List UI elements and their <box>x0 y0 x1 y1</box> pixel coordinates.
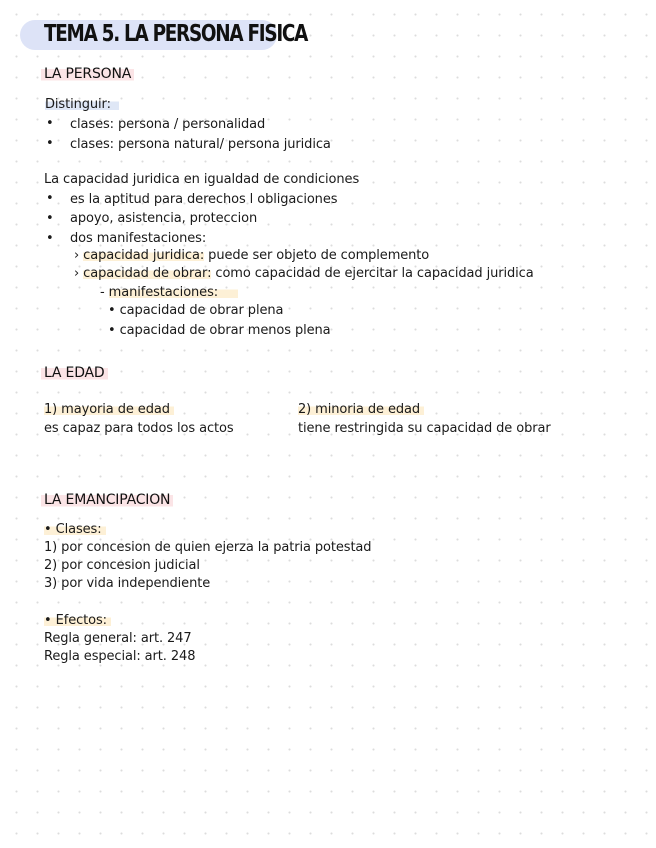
efectos-label-text: • Efectos: <box>44 613 111 628</box>
manif2-text: como capacidad de ejercitar la capacidad juridica <box>215 266 534 281</box>
bullet-dot: • <box>46 136 54 151</box>
heading-text: LA EMANCIPACION <box>41 492 173 508</box>
edad-col1-text: es capaz para todos los actos <box>44 421 234 436</box>
clases-label <box>44 522 106 537</box>
section-heading-emancipacion <box>44 492 173 508</box>
efecto-item-2: Regla especial: art. 248 <box>44 649 196 664</box>
manif1-label: capacidad juridica: <box>83 248 205 263</box>
page-title-banner <box>20 20 308 50</box>
sub-label: manifestaciones: <box>109 285 238 300</box>
page-title: TEMA 5. LA PERSONA FISICA <box>44 21 308 47</box>
efecto-item-1: Regla general: art. 247 <box>44 631 192 646</box>
clase-item-1: 1) por concesion de quien ejerza la patria potestad <box>44 540 372 555</box>
heading-text: LA PERSONA <box>41 66 134 82</box>
bullet-dot: • <box>46 231 54 246</box>
heading-text: LA EDAD <box>41 365 108 381</box>
manifestacion-juridica <box>74 248 429 263</box>
arrow-icon: › <box>74 248 80 263</box>
sub-manifestaciones <box>100 285 238 300</box>
capacidad-title: La capacidad juridica en igualdad de condiciones <box>44 172 360 187</box>
arrow-icon: › <box>74 266 80 281</box>
bullet-dot: • <box>46 211 54 226</box>
clases-label-word: Clases: <box>55 522 102 537</box>
col1-title-text: 1) mayoria de edad <box>44 402 174 417</box>
dash-icon: - <box>100 285 105 300</box>
manif2-label: capacidad de obrar: <box>83 266 212 281</box>
sub-item-text: capacidad de obrar plena <box>119 303 284 318</box>
bullet-dot: • <box>46 116 54 131</box>
manif1-text: puede ser objeto de complemento <box>208 248 430 263</box>
bullet-dot: • <box>46 191 54 206</box>
edad-col1-title <box>44 402 174 417</box>
distinguir-label <box>45 97 119 112</box>
list-item-clase-2: clases: persona natural/ persona juridica <box>70 137 331 152</box>
list-item-capacidad-1: es la aptitud para derechos l obligaciones <box>70 192 338 207</box>
manifestacion-obrar <box>74 266 534 281</box>
bullet-dot: • <box>108 303 116 318</box>
sub-item-text: capacidad de obrar menos plena <box>119 323 331 338</box>
section-heading-edad <box>44 365 108 381</box>
edad-col2-title <box>298 402 424 417</box>
edad-col2-text: tiene restringida su capacidad de obrar <box>298 421 551 436</box>
clase-item-3: 3) por vida independiente <box>44 576 211 591</box>
distinguir-text: Distinguir: <box>45 97 119 112</box>
col2-title-text: 2) minoria de edad <box>298 402 424 417</box>
bullet-dot: • <box>108 323 116 338</box>
list-item-capacidad-3: dos manifestaciones: <box>70 231 207 246</box>
sub-item-1 <box>108 303 283 318</box>
efectos-label-word: Efectos: <box>55 613 107 628</box>
efectos-label <box>44 613 111 628</box>
sub-item-2 <box>108 323 331 338</box>
clases-label-text: • Clases: <box>44 522 106 537</box>
clase-item-2: 2) por concesion judicial <box>44 558 200 573</box>
list-item-clase-1: clases: persona / personalidad <box>70 117 266 132</box>
section-heading-persona <box>44 66 134 82</box>
list-item-capacidad-2: apoyo, asistencia, proteccion <box>70 211 258 226</box>
